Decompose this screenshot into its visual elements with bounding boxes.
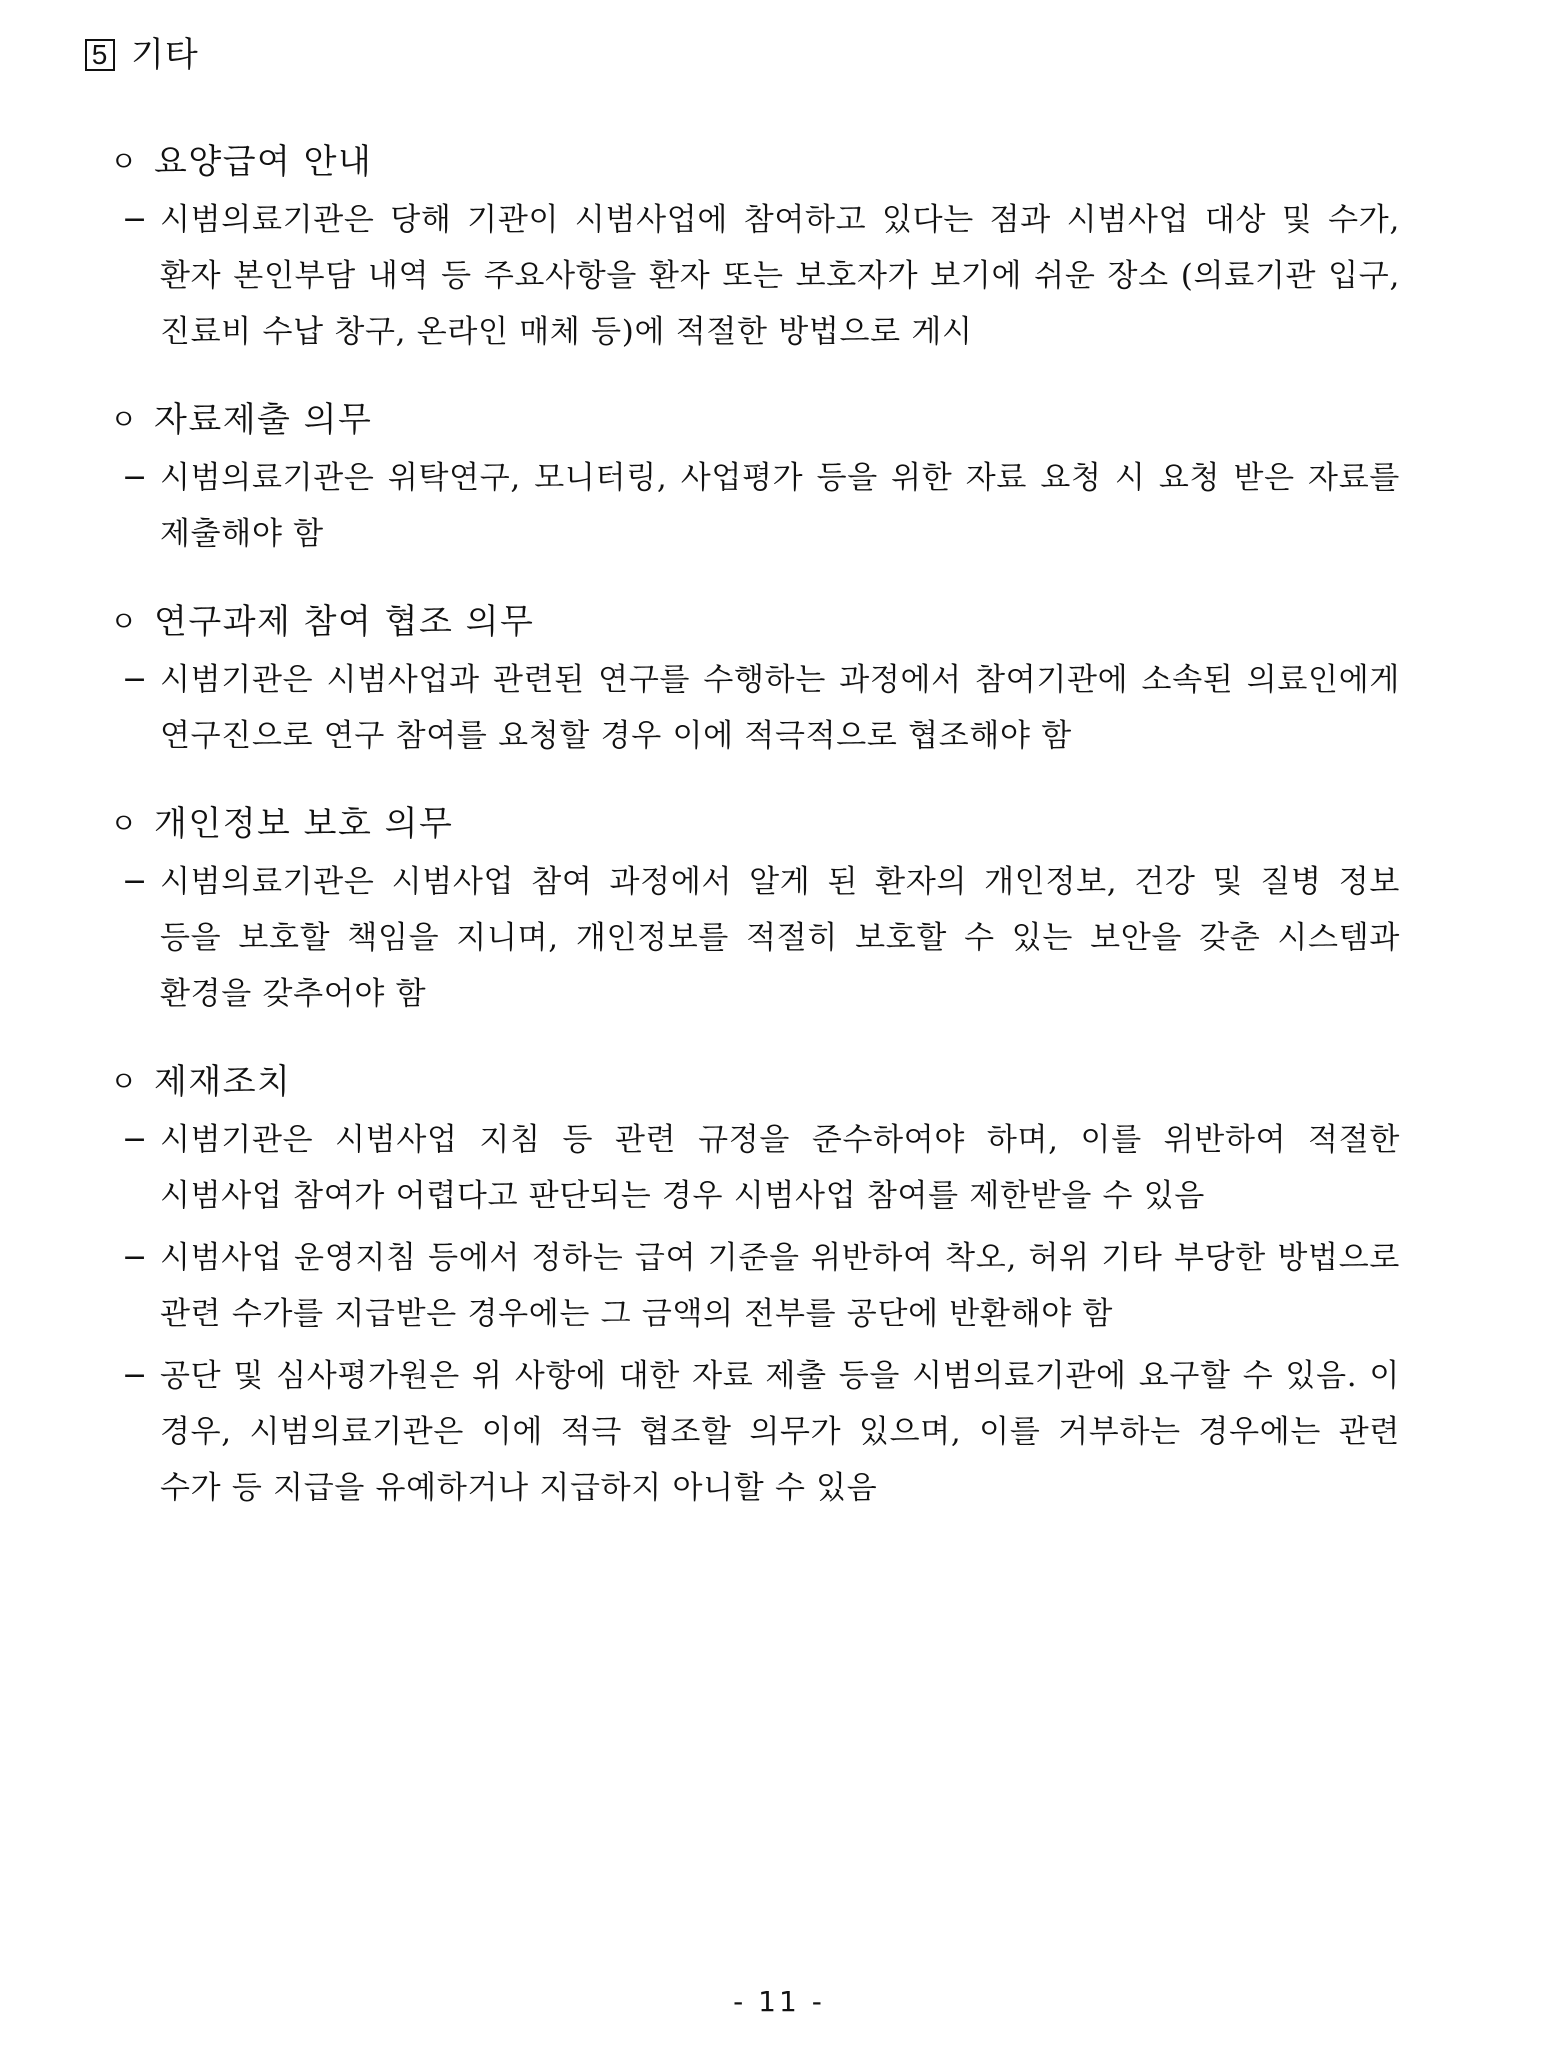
topic-heading [110,598,1400,646]
topic-heading-text: 자료제출 의무 [154,400,373,440]
dash-bullet-icon: − [122,662,148,697]
topic-heading-text: 연구과제 참여 협조 의무 [154,602,535,642]
detail-text: 시범기관은 시범사업 지침 등 관련 규정을 준수하여야 하며, 이를 위반하여 적절한 시범사업 참여가 어렵다고 판단되는 경우 시범사업 참여를 제한받을 수 있음 [160,1122,1400,1214]
topic-heading-text: 개인정보 보호 의무 [154,804,454,844]
topic-heading [110,138,1400,186]
topic-section [110,598,1400,764]
dash-bullet-icon: − [122,1358,148,1393]
topic-heading-text: 요양급여 안내 [154,142,373,182]
detail-text: 시범기관은 시범사업과 관련된 연구를 수행하는 과정에서 참여기관에 소속된 의료인에게 연구진으로 연구 참여를 요청할 경우 이에 적극적으로 협조해야 함 [160,662,1400,754]
page-number: - 11 - [733,1985,825,2018]
detail-text: 시범의료기관은 시범사업 참여 과정에서 알게 된 환자의 개인정보, 건강 및 질병 정보 등을 보호할 책임을 지니며, 개인정보를 적절히 보호할 수 있는 보안을 갖춘 시스템과 환경을 갖추어야 함 [160,864,1400,1012]
topic-section [110,138,1400,360]
topic-heading [110,1058,1400,1106]
detail-text: 시범의료기관은 위탁연구, 모니터링, 사업평가 등을 위한 자료 요청 시 요청 받은 자료를 제출해야 함 [160,460,1400,552]
topic-section [110,396,1400,562]
circle-bullet-icon: ㅇ [110,1065,139,1098]
detail-item [110,1348,1400,1516]
topic-heading [110,800,1400,848]
section-heading [85,35,199,75]
section-title: 기타 [131,35,199,75]
topic-section [110,1058,1400,1516]
detail-text: 시범의료기관은 당해 기관이 시범사업에 참여하고 있다는 점과 시범사업 대상 및 수가, 환자 본인부담 내역 등 주요사항을 환자 또는 보호자가 보기에 쉬운 장소 (의료기관 입구, 진료비 수납 창구, 온라인 매체 등)에 적절한 방법으로 게시 [160,202,1400,350]
detail-item [110,192,1400,360]
circle-bullet-icon: ㅇ [110,145,139,178]
dash-bullet-icon: − [122,1122,148,1157]
circle-bullet-icon: ㅇ [110,403,139,436]
circle-bullet-icon: ㅇ [110,605,139,638]
detail-text: 공단 및 심사평가원은 위 사항에 대한 자료 제출 등을 시범의료기관에 요구할 수 있음. 이 경우, 시범의료기관은 이에 적극 협조할 의무가 있으며, 이를 거부하는 경우에는 관련 수가 등 지급을 유예하거나 지급하지 아니할 수 있음 [160,1358,1400,1506]
detail-item [110,450,1400,562]
dash-bullet-icon: − [122,864,148,899]
detail-text: 시범사업 운영지침 등에서 정하는 급여 기준을 위반하여 착오, 허위 기타 부당한 방법으로 관련 수가를 지급받은 경우에는 그 금액의 전부를 공단에 반환해야 함 [160,1240,1400,1332]
detail-item [110,854,1400,1022]
topic-section [110,800,1400,1022]
dash-bullet-icon: − [122,202,148,237]
detail-item [110,1230,1400,1342]
detail-item [110,1112,1400,1224]
dash-bullet-icon: − [122,1240,148,1275]
topic-list [110,138,1400,1552]
section-number-box: 5 [85,39,115,71]
topic-heading-text: 제재조치 [154,1062,292,1102]
topic-heading [110,396,1400,444]
circle-bullet-icon: ㅇ [110,807,139,840]
detail-item [110,652,1400,764]
dash-bullet-icon: − [122,460,148,495]
